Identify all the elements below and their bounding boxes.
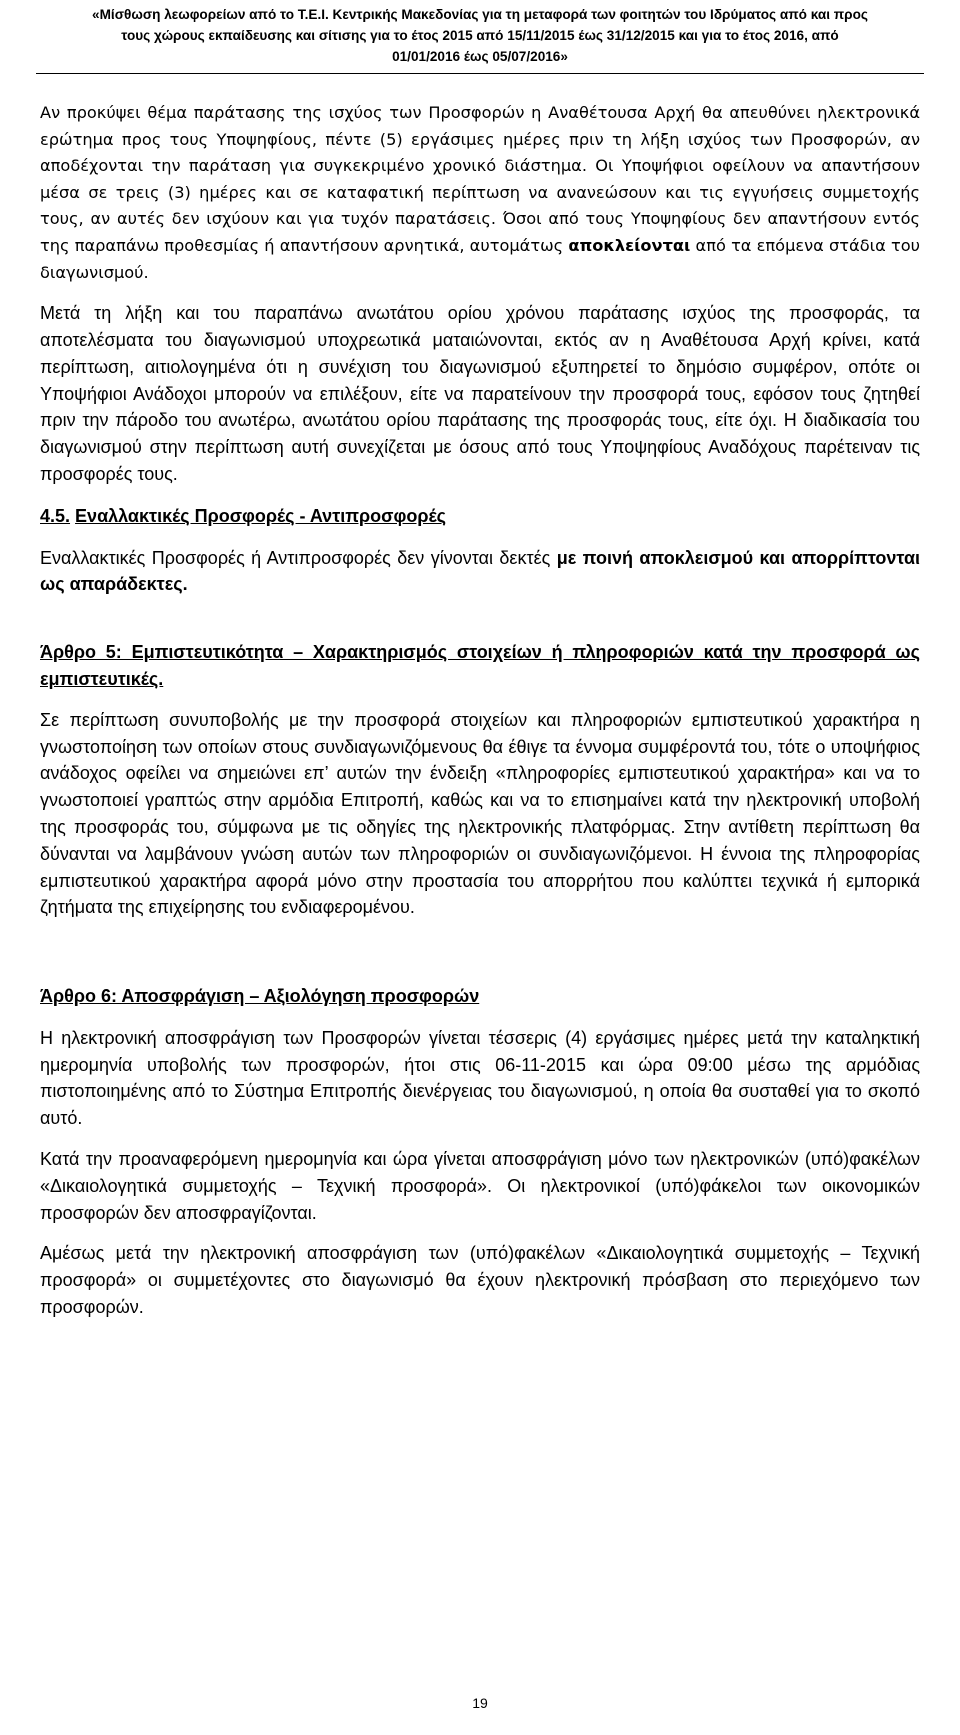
cancellation-paragraph: Μετά τη λήξη και του παραπάνω ανωτάτου ορίου χρόνου παράτασης ισχύος της προσφοράς, τα αποτελέσματα του διαγωνισμού υποχρεωτικά ματαιώνονται, εκτός αν η Αναθέτουσα Αρχή κρίνει, κατά περίπτωση, αιτιολογημένα ότι η συνέχιση του διαγωνισμού εξυπηρετεί το δημόσιο συμφέρον, οπότε οι Υποψήφιοι Ανάδοχοι μπορούν να επιλέξουν, είτε να παρατείνουν την προσφορά τους, εφόσον τους ζητηθεί πριν την πάροδο του ανωτέρω, ανωτάτου ορίου παράτασης της προσφοράς τους, είτε όχι. Η διαδικασία του διαγωνισμού στην περίπτωση αυτή συνεχίζεται με όσους από τους Υποψηφίους Αναδόχους παρέτειναν τις προσφορές τους. (40, 303, 920, 484)
article-6-paragraph-3: Αμέσως μετά την ηλεκτρονική αποσφράγιση των (υπό)φακέλων «Δικαιολογητικά συμμετοχής – Τεχνική προσφορά» οι συμμετέχοντες στο διαγωνισμό θα έχουν ηλεκτρονική πρόσβαση στο περιεχόμενο των προσφορών. (40, 1243, 920, 1318)
alternative-offers-paragraph (40, 545, 920, 599)
document-header (36, 4, 924, 74)
validity-extension-paragraph (40, 100, 920, 286)
article-6-paragraph-2: Κατά την προαναφερόμενη ημερομηνία και ώρα γίνεται αποσφράγιση μόνο των ηλεκτρονικών (υπό)φακέλων «Δικαιολογητικά συμμετοχής – Τεχνική προσφορά». Οι ηλεκτρονικοί (υπό)φάκελοι των οικονομικών προσφορών δεν αποσφραγίζονται. (40, 1149, 920, 1223)
section-4-5-heading (40, 503, 920, 530)
validity-extension-text-c: από τα επόμενα στάδια του διαγωνισμού. (40, 235, 920, 282)
alternative-offers-bold: με ποινή αποκλεισμού και απορρίπτονται ως απαράδεκτες. (40, 547, 921, 595)
section-4-5-number: 4.5. (40, 505, 71, 526)
article-6-paragraph-1: Η ηλεκτρονική αποσφράγιση των Προσφορών γίνεται τέσσερις (4) εργάσιμες ημέρες μετά την καταληκτική ημερομηνία υποβολής των προσφορών, ήτοι στις 06-11-2015 και ώρα 09:00 μέσω της αρμόδιας πιστοποιημένης από το Σύστημα Επιτροπής διενέργειας του διαγωνισμού, η οποία θα συσταθεί για το σκοπό αυτό. (40, 1027, 920, 1129)
page-number: 19 (472, 1695, 488, 1711)
validity-extension-text-a: Αν προκύψει θέμα παράτασης της ισχύος των Προσφορών η Αναθέτουσα Αρχή θα απευθύνει ηλεκτρονικά ερώτημα προς τους Υποψηφίους, πέντε (5) εργάσιμες ημέρες πριν τη λήξη ισχύος των Προσφορών, αν αποδέχονται την παράταση για συγκεκριμένο χρονικό διάστημα. Οι Υποψήφιοι οφείλουν να απαντήσουν μέσα σε τρεις (3) ημέρες και σε καταφατική περίπτωση να ανανεώσουν και τις εγγυήσεις συμμετοχής τους, αν αυτές δεν ισχύουν και για τυχόν παρατάσεις. (40, 103, 920, 229)
article-5-title: Άρθρο 5: Εμπιστευτικότητα – Χαρακτηρισμός στοιχείων ή πληροφοριών κατά την προσφορά ως εμπιστευτικές. (40, 642, 920, 689)
section-4-5-title: Εναλλακτικές Προσφορές - Αντιπροσφορές (75, 505, 446, 526)
article-5-heading (40, 639, 920, 693)
article-6-heading (40, 983, 920, 1010)
article-6-title: Άρθρο 6: Αποσφράγιση – Αξιολόγηση προσφορών (40, 986, 480, 1007)
header-line-2: τους χώρους εκπαίδευσης και σίτισης για το έτος 2015 από 15/11/2015 έως 31/12/2015 και για το έτος 2016, από (121, 28, 839, 43)
header-line-1: «Μίσθωση λεωφορείων από το Τ.Ε.Ι. Κεντρικής Μακεδονίας για τη μεταφορά των φοιτητών του Ιδρύματος από και προς (92, 7, 868, 22)
header-line-3: 01/01/2016 έως 05/07/2016» (392, 49, 568, 64)
validity-extension-text-b: Όσοι από τους Υποψηφίους δεν απαντήσουν εντός της παραπάνω προθεσμίας ή απαντήσουν αρνητικά, αυτομάτως (40, 209, 920, 255)
excluded-bold-word: αποκλείονται (568, 235, 691, 255)
alternative-offers-text: Εναλλακτικές Προσφορές ή Αντιπροσφορές δεν γίνονται δεκτές (40, 547, 557, 568)
article-5-paragraph: Σε περίπτωση συνυποβολής με την προσφορά στοιχείων και πληροφοριών εμπιστευτικού χαρακτήρα η γνωστοποίηση των οποίων στους συνδιαγωνιζόμενους θα έθιγε τα έννομα συμφέροντά του, τότε ο υποψήφιος ανάδοχος οφείλει να σημειώνει επ’ αυτών την ένδειξη «πληροφορίες εμπιστευτικού χαρακτήρα» και να το γνωστοποιεί γραπτώς στην αρμόδια Επιτροπή, καθώς και να το επισημαίνει κατά την ηλεκτρονική υποβολή της προσφοράς του, σύμφωνα με τις οδηγίες της ηλεκτρονικής πλατφόρμας. Στην αντίθετη περίπτωση θα δύνανται να λαμβάνουν γνώση αυτών των πληροφοριών οι συνδιαγωνιζόμενοι. Η έννοια της πληροφορίας εμπιστευτικού χαρακτήρα αφορά μόνο στην προστασία του απορρήτου που καλύπτει τεχνικά ή εμπορικά ζητήματα της επιχείρησης του ενδιαφερομένου. (40, 709, 920, 918)
